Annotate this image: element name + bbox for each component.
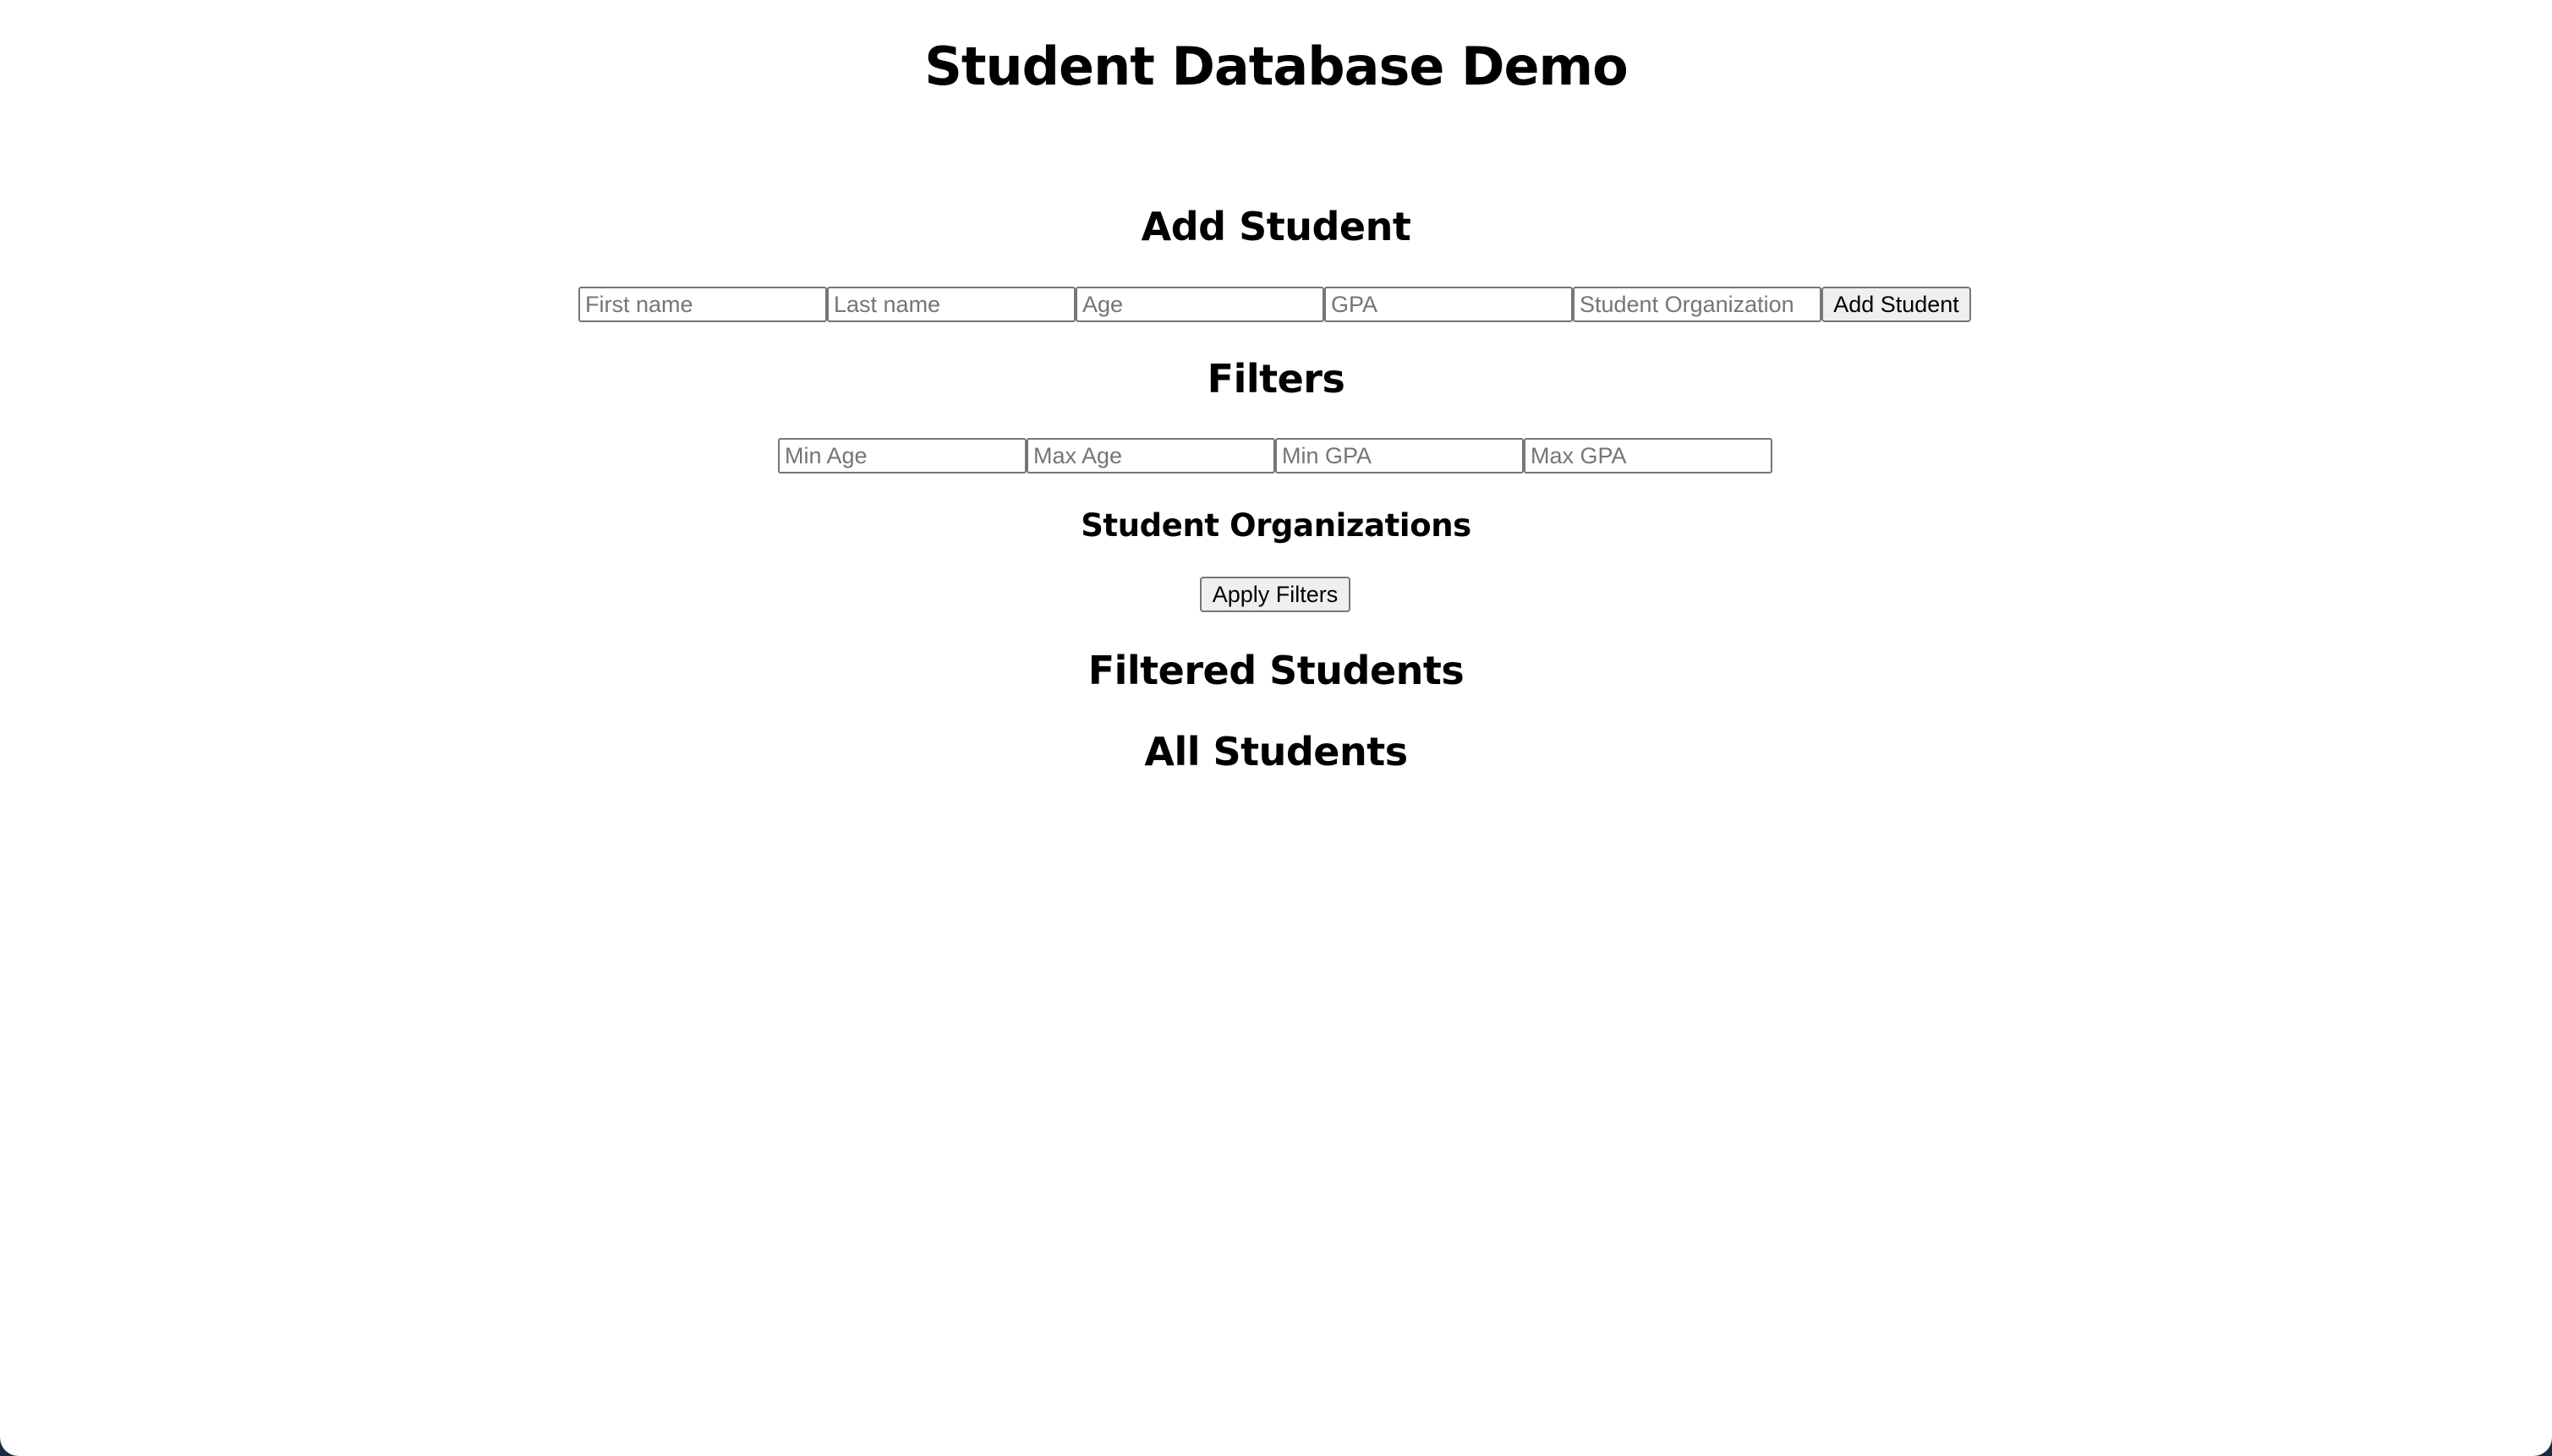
- max-age-input[interactable]: [1027, 438, 1275, 473]
- student-organization-input[interactable]: [1573, 287, 1821, 322]
- max-gpa-input[interactable]: [1524, 438, 1772, 473]
- filters-heading: Filters: [1207, 356, 1345, 402]
- first-name-input[interactable]: [578, 287, 827, 322]
- page-title: Student Database Demo: [924, 36, 1628, 97]
- add-student-form: [578, 287, 1971, 322]
- all-students-heading: All Students: [1144, 729, 1408, 775]
- filtered-students-heading: Filtered Students: [1087, 648, 1465, 693]
- add-student-heading: Add Student: [1141, 204, 1411, 249]
- student-organizations-heading: Student Organizations: [1081, 507, 1471, 544]
- filters-form: [778, 438, 1772, 473]
- age-input[interactable]: [1076, 287, 1324, 322]
- last-name-input[interactable]: [827, 287, 1076, 322]
- gpa-input[interactable]: [1324, 287, 1573, 322]
- min-gpa-input[interactable]: [1275, 438, 1524, 473]
- min-age-input[interactable]: [778, 438, 1027, 473]
- apply-filters-button[interactable]: Apply Filters: [1200, 577, 1350, 612]
- add-student-button[interactable]: Add Student: [1821, 287, 1971, 322]
